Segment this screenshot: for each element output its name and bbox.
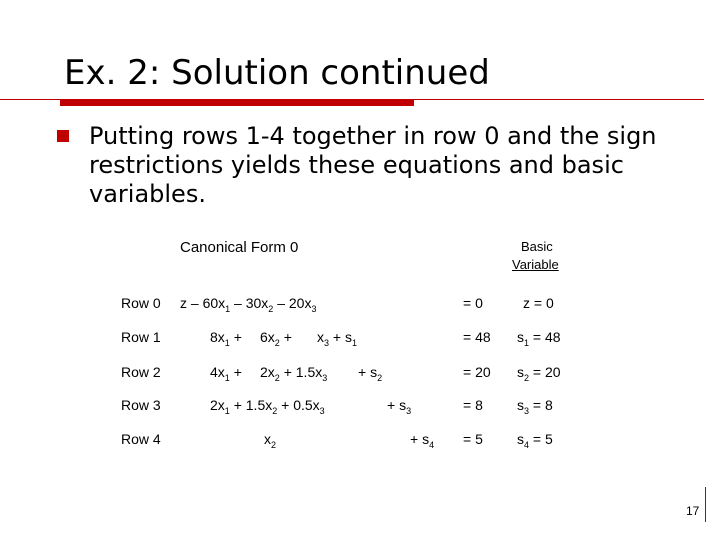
equation-term: + $s_2$ — [358, 364, 383, 383]
bullet-square-icon — [57, 130, 69, 142]
basic-variable-value: $s_4 = 5$ — [517, 431, 553, 450]
basic-variable-header-line2: Variable — [512, 257, 559, 272]
footer-divider — [705, 487, 706, 522]
equation-rhs: = 8 — [463, 397, 483, 413]
row-label: Row 3 — [121, 397, 161, 413]
equation-term: $x_2$ — [264, 431, 277, 450]
basic-variable-value: $s_2 = 20$ — [517, 364, 561, 383]
row-label: Row 1 — [121, 329, 161, 345]
equation-term: + $s_3$ — [387, 397, 412, 416]
equation-term: $x_3 + s_1$ — [317, 329, 357, 348]
equation-rhs: = 20 — [463, 364, 491, 380]
basic-variable-header-line1: Basic — [521, 239, 553, 254]
equation-term: $8x_1$ + — [210, 329, 242, 348]
row-label: Row 4 — [121, 431, 161, 447]
equation-term: z – $60x_1 - 30x_2 - 20x_3$ — [180, 295, 317, 314]
slide-title: Ex. 2: Solution continued — [64, 53, 490, 93]
basic-variable-value: $s_3 = 8$ — [517, 397, 553, 416]
canonical-form-header: Canonical Form 0 — [180, 239, 299, 256]
equation-term: $4x_1$ + — [210, 364, 242, 383]
equation-rhs: = 5 — [463, 431, 483, 447]
equation-rhs: = 0 — [463, 295, 483, 311]
page-number: 17 — [686, 504, 700, 518]
row-label: Row 0 — [121, 295, 161, 311]
equation-term: + $s_4$ — [410, 431, 435, 450]
title-accent-bar — [60, 99, 414, 106]
equation-term: $2x_2 + 1.5x_3$ — [260, 364, 328, 383]
equation-rhs: = 48 — [463, 329, 491, 345]
basic-variable-value: $s_1 = 48$ — [517, 329, 561, 348]
basic-variable-value: z = 0 — [523, 295, 554, 311]
equation-term: $6x_2$ + — [260, 329, 292, 348]
row-label: Row 2 — [121, 364, 161, 380]
bullet-text: Putting rows 1-4 together in row 0 and the sign restrictions yields these equations and basic variables. — [89, 122, 657, 208]
equation-term: $2x_1 + 1.5x_2 + 0.5x_3$ — [210, 397, 325, 416]
